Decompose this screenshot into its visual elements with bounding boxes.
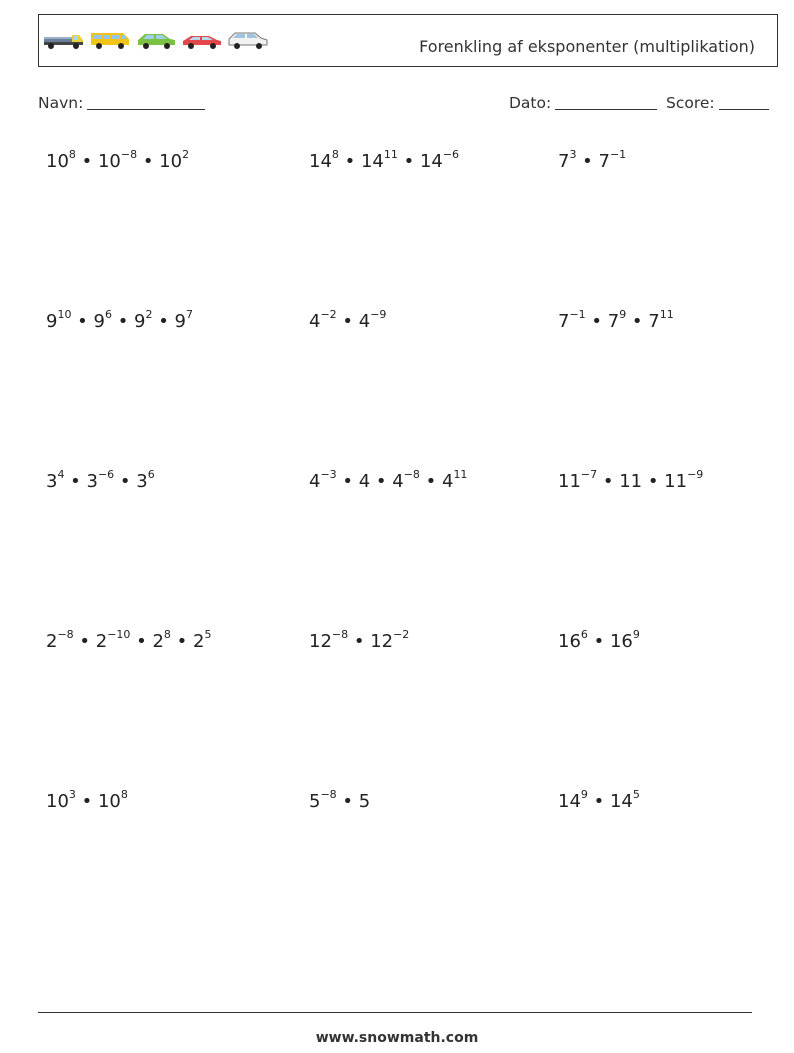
term-exponent: −2 [320, 308, 337, 321]
multiply-dot: • [397, 151, 420, 172]
problem-14 [309, 790, 370, 812]
header-box [38, 14, 778, 67]
term-base: 10 [159, 151, 183, 172]
term-base: 14 [609, 791, 633, 812]
date-blank[interactable] [555, 95, 657, 110]
multiply-dot: • [114, 471, 137, 492]
term-base: 5 [309, 791, 321, 812]
car-icons [43, 29, 269, 51]
term-base: 12 [309, 631, 332, 652]
term-exponent: −6 [97, 468, 115, 481]
term-exponent: 2 [182, 148, 190, 161]
term-exponent: −7 [580, 468, 598, 481]
multiply-dot: • [597, 471, 620, 492]
term-exponent: 9 [632, 628, 640, 641]
multiply-dot: • [348, 631, 371, 652]
problem-12 [558, 630, 640, 652]
term-exponent: 7 [186, 308, 193, 321]
problem-3 [558, 150, 626, 172]
footer-divider [38, 1012, 752, 1013]
multiply-dot: • [64, 471, 87, 492]
term-base: 4 [441, 471, 454, 492]
multiply-dot: • [587, 791, 610, 812]
problem-7 [46, 470, 155, 492]
term-base: 7 [558, 311, 570, 332]
yellow-van-icon [89, 29, 131, 51]
term-exponent: 3 [68, 788, 76, 801]
term-exponent: −8 [403, 468, 420, 481]
term-exponent: −1 [609, 148, 627, 161]
term-exponent: −8 [57, 628, 74, 641]
problem-11 [309, 630, 409, 652]
multiply-dot: • [626, 311, 649, 332]
term-exponent: 9 [580, 788, 588, 801]
white-suv-icon [227, 29, 269, 51]
term-base: 7 [648, 311, 660, 332]
term-base: 3 [46, 471, 58, 492]
term-base: 4 [392, 471, 404, 492]
term-exponent: 11 [453, 468, 468, 481]
term-exponent: −8 [120, 148, 138, 161]
term-base: 4 [358, 311, 371, 332]
term-exponent: 5 [204, 628, 212, 641]
term-exponent: 11 [383, 148, 398, 161]
term-base: 11 [558, 471, 581, 492]
multiply-dot: • [642, 471, 665, 492]
term-base: 16 [558, 631, 581, 652]
multiply-dot: • [111, 311, 135, 332]
green-car-icon [135, 29, 177, 51]
term-base: 14 [419, 151, 443, 172]
problem-2 [309, 150, 459, 172]
multiply-dot: • [73, 631, 96, 652]
multiply-dot: • [170, 631, 193, 652]
term-exponent: 2 [145, 308, 153, 321]
name-label: Navn: [38, 94, 84, 112]
term-base: 4 [309, 311, 321, 332]
term-base: 7 [558, 151, 570, 172]
worksheet-title: Forenkling af eksponenter (multiplikation) [419, 37, 755, 56]
date-field[interactable] [509, 94, 657, 112]
term-base: 14 [360, 151, 384, 172]
term-base: 9 [174, 311, 186, 332]
problem-4 [46, 310, 193, 332]
term-base: 10 [97, 151, 121, 172]
term-exponent: 8 [120, 788, 128, 801]
term-base: 16 [609, 631, 633, 652]
problem-6 [558, 310, 674, 332]
term-base: 4 [309, 471, 321, 492]
term-exponent: −8 [331, 628, 349, 641]
term-exponent: 11 [659, 308, 674, 321]
term-exponent: 8 [163, 628, 171, 641]
term-base: 10 [46, 791, 69, 812]
term-exponent: 6 [580, 628, 588, 641]
term-exponent: 8 [68, 148, 76, 161]
term-base: 5 [358, 791, 371, 812]
term-exponent: 6 [147, 468, 155, 481]
term-base: 12 [370, 631, 394, 652]
score-field[interactable] [666, 94, 769, 112]
problem-13 [46, 790, 128, 812]
term-base: 4 [358, 471, 371, 492]
flatbed-truck-icon [43, 29, 85, 51]
problem-5 [309, 310, 386, 332]
term-base: 14 [558, 791, 581, 812]
term-exponent: −6 [442, 148, 460, 161]
multiply-dot: • [336, 791, 359, 812]
term-exponent: 3 [569, 148, 577, 161]
multiply-dot: • [75, 791, 98, 812]
term-exponent: −10 [107, 628, 131, 641]
term-base: 9 [93, 311, 105, 332]
term-exponent: 4 [57, 468, 65, 481]
term-base: 7 [598, 151, 610, 172]
name-blank[interactable] [87, 95, 205, 110]
footer-url[interactable]: www.snowmath.com [315, 1030, 479, 1046]
multiply-dot: • [587, 631, 610, 652]
multiply-dot: • [576, 151, 599, 172]
term-base: 10 [46, 151, 69, 172]
term-exponent: 5 [632, 788, 640, 801]
multiply-dot: • [336, 471, 359, 492]
term-exponent: 6 [104, 308, 112, 321]
term-base: 9 [46, 311, 58, 332]
term-exponent: 9 [619, 308, 627, 321]
multiply-dot: • [71, 311, 94, 332]
term-exponent: −9 [687, 468, 704, 481]
term-exponent: 8 [331, 148, 339, 161]
term-base: 2 [95, 631, 108, 652]
problem-10 [46, 630, 211, 652]
term-base: 3 [86, 471, 98, 492]
term-base: 2 [152, 631, 164, 652]
term-base: 9 [134, 311, 146, 332]
name-field[interactable] [38, 94, 205, 112]
term-base: 3 [136, 471, 148, 492]
term-exponent: −3 [320, 468, 337, 481]
score-label: Score: [666, 94, 715, 112]
term-exponent: 10 [57, 308, 72, 321]
term-base: 10 [97, 791, 121, 812]
term-base: 11 [619, 471, 643, 492]
term-base: 7 [607, 311, 620, 332]
term-exponent: −9 [370, 308, 387, 321]
term-exponent: −2 [393, 628, 410, 641]
multiply-dot: • [338, 151, 361, 172]
term-base: 11 [664, 471, 688, 492]
multiply-dot: • [585, 311, 608, 332]
multiply-dot: • [336, 311, 359, 332]
term-base: 2 [46, 631, 58, 652]
problem-1 [46, 150, 189, 172]
multiply-dot: • [75, 151, 98, 172]
score-blank[interactable] [719, 95, 769, 110]
date-label: Dato: [509, 94, 552, 112]
multiply-dot: • [152, 311, 175, 332]
term-base: 14 [309, 151, 332, 172]
multiply-dot: • [419, 471, 442, 492]
term-exponent: −8 [320, 788, 337, 801]
problem-15 [558, 790, 640, 812]
term-exponent: −1 [569, 308, 586, 321]
multiply-dot: • [370, 471, 393, 492]
problem-9 [558, 470, 703, 492]
problem-8 [309, 470, 467, 492]
multiply-dot: • [137, 151, 160, 172]
multiply-dot: • [130, 631, 153, 652]
term-base: 2 [192, 631, 205, 652]
red-car-icon [181, 29, 223, 51]
